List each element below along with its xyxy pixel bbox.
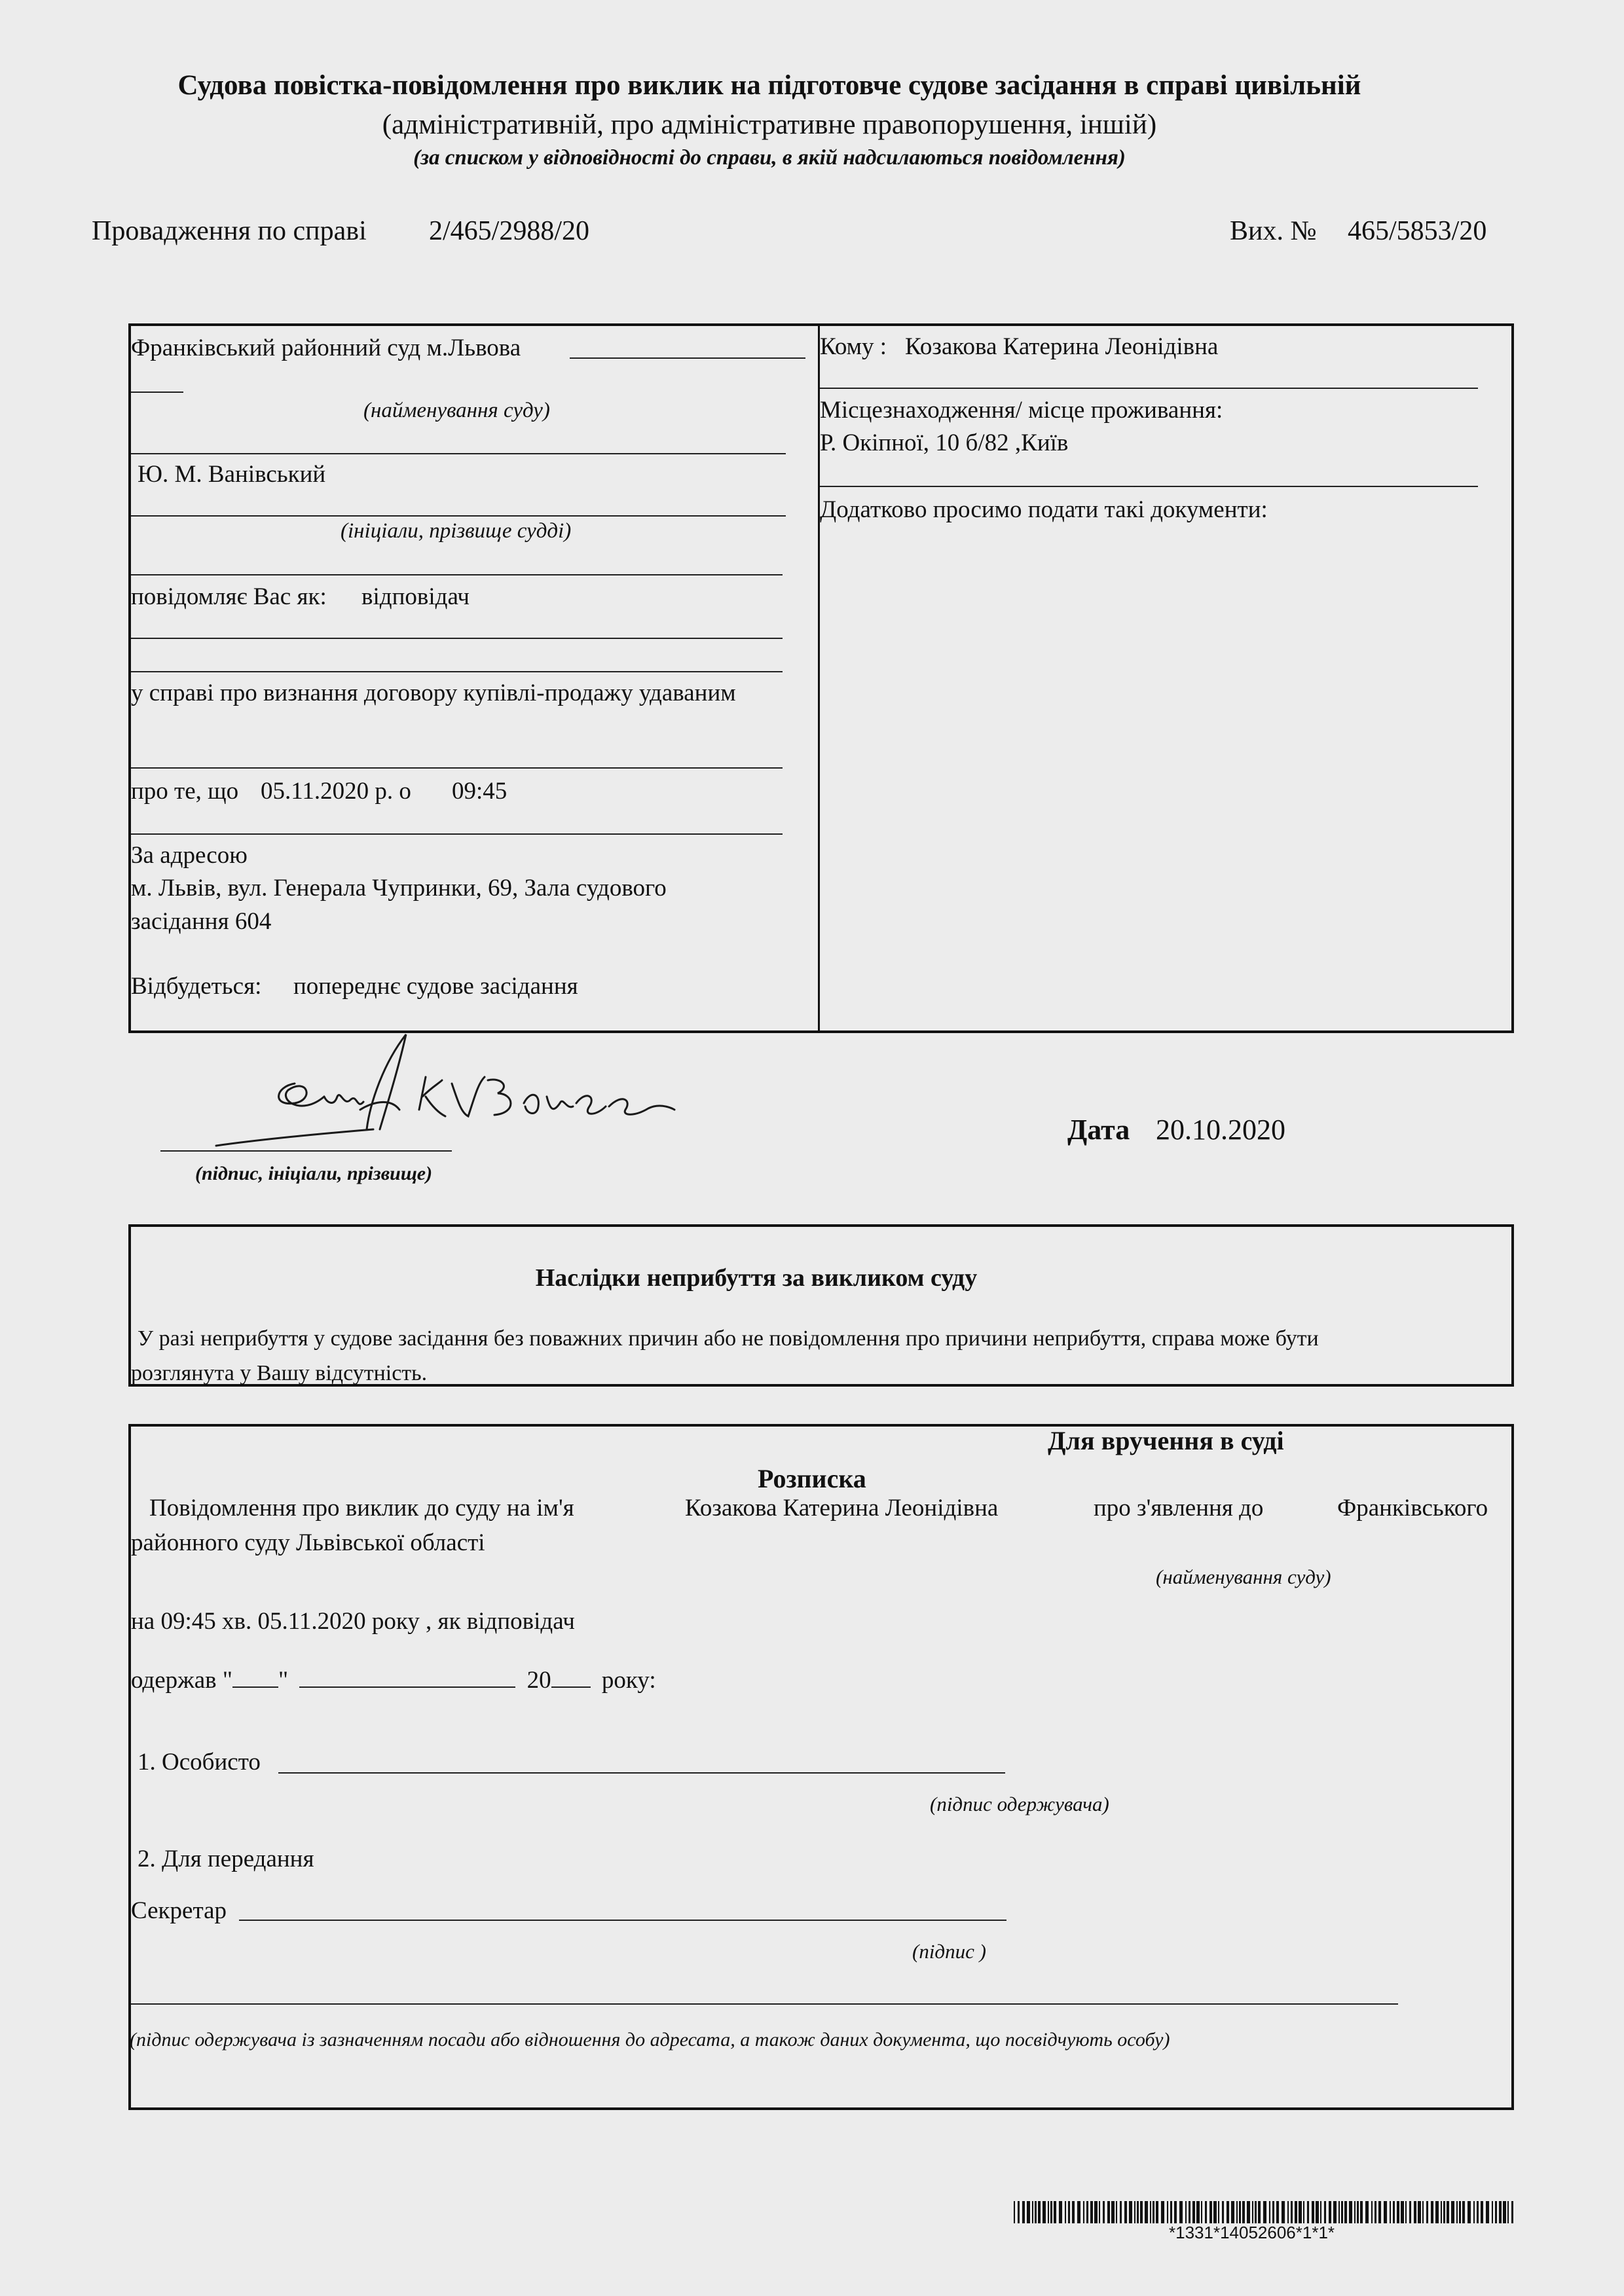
barcode-bar (1384, 2201, 1387, 2223)
for-transfer-label: 2. Для передання (138, 1846, 314, 1872)
barcode-bar (1499, 2201, 1502, 2223)
barcode-bar (1231, 2201, 1234, 2223)
barcode-bar (1405, 2201, 1407, 2223)
barcode-bar (1116, 2201, 1117, 2223)
barcode-bar (1486, 2201, 1489, 2223)
address-line2: засідання 604 (131, 908, 272, 935)
barcode-bar (1431, 2201, 1433, 2223)
court-name: Франківський районний суд м.Львова (131, 335, 521, 361)
barcode-bar (1397, 2201, 1399, 2223)
receipt-title: Розписка (758, 1464, 866, 1493)
secretary-signature-line[interactable] (239, 1920, 1006, 1921)
barcode-bar (1299, 2201, 1302, 2223)
address-label: За адресою (131, 842, 248, 869)
barcode-bar (1291, 2201, 1293, 2223)
barcode-bar (1295, 2201, 1297, 2223)
barcode-bar (1357, 2201, 1359, 2223)
location-label: Місцезнаходження/ місце проживання: (820, 397, 1223, 424)
barcode-bar (1213, 2201, 1217, 2223)
consequences-title: Наслідки неприбуття за викликом суду (535, 1264, 978, 1292)
barcode-bar (1048, 2201, 1049, 2223)
barcode-bar (1276, 2201, 1279, 2223)
signature-caption: (підпис, ініціали, прізвище) (195, 1163, 433, 1184)
barcode-bar (1205, 2201, 1207, 2223)
barcode-bar (1459, 2201, 1461, 2223)
barcode-bar (1435, 2201, 1439, 2223)
personally-signature-line[interactable] (278, 1772, 1005, 1774)
date-label: Дата (1067, 1114, 1130, 1146)
barcode-bar (1316, 2201, 1319, 2223)
barcode-bar (1035, 2201, 1037, 2223)
barcode-bar (1255, 2201, 1257, 2223)
barcode-bar (1068, 2201, 1070, 2223)
barcode-bar (1065, 2201, 1066, 2223)
barcode-bar (1222, 2201, 1224, 2223)
barcode-bar (1426, 2201, 1428, 2223)
case-label: Провадження по справі (92, 216, 367, 246)
case-subject: у справі про визнання договору купівлі-продажу удаваним (131, 680, 736, 706)
barcode-bar (1303, 2201, 1304, 2223)
barcode-bar (1258, 2201, 1261, 2223)
barcode (1014, 2201, 1518, 2225)
receipt-line1-prefix: Повідомлення про виклик до суду на ім'я (149, 1495, 574, 1522)
barcode-bar (1414, 2201, 1416, 2223)
role: відповідач (361, 583, 470, 610)
outgoing-label: Вих. № (1230, 216, 1317, 246)
barcode-bar (1338, 2201, 1340, 2223)
outgoing-number: 465/5853/20 (1348, 216, 1487, 246)
received-suffix: року: (601, 1667, 656, 1694)
barcode-bar (1456, 2201, 1458, 2223)
barcode-bar (1196, 2201, 1200, 2223)
barcode-bar (1473, 2201, 1475, 2223)
barcode-bar (1390, 2201, 1391, 2223)
barcode-bar (1134, 2201, 1135, 2223)
hearing-type: попереднє судове засідання (293, 973, 578, 1000)
barcode-bar (1511, 2201, 1513, 2223)
barcode-bar (1333, 2201, 1337, 2223)
barcode-bar (1443, 2201, 1445, 2223)
barcode-bar (1043, 2201, 1046, 2223)
barcode-bar (1344, 2201, 1347, 2223)
barcode-bar (1422, 2201, 1424, 2223)
court-caption: (найменування суду) (363, 399, 550, 422)
barcode-bar (1324, 2201, 1326, 2223)
document-note: (за списком у відповідності до справи, в якій надсилаються повідомлення) (413, 146, 1126, 170)
issue-date: 20.10.2020 (1156, 1114, 1285, 1146)
barcode-bar (1462, 2201, 1465, 2223)
barcode-bar (1018, 2201, 1020, 2223)
to-label: Кому : (820, 333, 887, 360)
barcode-bar (1492, 2201, 1493, 2223)
barcode-bar (1409, 2201, 1411, 2223)
barcode-bar (1014, 2201, 1015, 2223)
barcode-bar (1054, 2201, 1056, 2223)
barcode-text: *1331*14052606*1*1* (1169, 2223, 1335, 2242)
barcode-bar (1451, 2201, 1454, 2223)
notifies-label: повідомляє Вас як: (131, 583, 327, 610)
document-subtitle: (адміністративній, про адміністративне правопорушення, іншій) (382, 109, 1157, 140)
barcode-bar (1263, 2201, 1266, 2223)
barcode-bar (1201, 2201, 1202, 2223)
barcode-bar (1094, 2201, 1098, 2223)
barcode-bar (1418, 2201, 1421, 2223)
barcode-bar (1090, 2201, 1093, 2223)
barcode-bar (1072, 2201, 1075, 2223)
received-year-prefix: 20 (526, 1667, 551, 1694)
barcode-bar (1503, 2201, 1506, 2223)
handwritten-signature (203, 1025, 688, 1156)
barcode-bar (1441, 2201, 1442, 2223)
secretary-signature-caption: (підпис ) (912, 1940, 986, 1963)
receipt-line1-court: Франківського (1337, 1495, 1488, 1522)
received-quote: " (278, 1667, 289, 1694)
receipt-recipient-name: Козакова Катерина Леонідівна (685, 1495, 999, 1522)
barcode-bar (1120, 2201, 1122, 2223)
barcode-bar (1167, 2201, 1168, 2223)
barcode-bar (1103, 2201, 1105, 2223)
barcode-bar (1236, 2201, 1238, 2223)
barcode-bar (1038, 2201, 1041, 2223)
receipt-line1-mid: про з'явлення до (1094, 1495, 1264, 1522)
barcode-bar (1022, 2201, 1025, 2223)
barcode-bar (1320, 2201, 1321, 2223)
barcode-bar (1481, 2201, 1483, 2223)
receipt-bottom-caption: (підпис одержувача із зазначенням посади або відношення до адресата, а також даних документа, що посвідчують особу) (130, 2029, 1170, 2050)
barcode-bar (1375, 2201, 1376, 2223)
barcode-bar (1111, 2201, 1115, 2223)
case-number: 2/465/2988/20 (429, 216, 590, 246)
personally-label: 1. Особисто (138, 1749, 261, 1776)
barcode-bar (1227, 2201, 1229, 2223)
secretary-label: Секретар (131, 1897, 227, 1924)
received-year-field[interactable] (551, 1667, 591, 1688)
barcode-bar (1137, 2201, 1139, 2223)
barcode-bar (1312, 2201, 1314, 2223)
barcode-bar (1124, 2201, 1127, 2223)
barcode-bar (1077, 2201, 1080, 2223)
barcode-bar (1467, 2201, 1471, 2223)
receipt-line2: районного суду Львівської області (131, 1529, 485, 1556)
barcode-bar (1365, 2201, 1369, 2223)
barcode-bar (1247, 2201, 1250, 2223)
receipt-time-line: на 09:45 хв. 05.11.2020 року , як відповідач (131, 1608, 575, 1635)
barcode-bar (1050, 2201, 1052, 2223)
receipt-box (128, 1424, 1514, 2110)
barcode-bar (1477, 2201, 1479, 2223)
barcode-bar (1360, 2201, 1363, 2223)
barcode-bar (1150, 2201, 1151, 2223)
address-line1: м. Львів, вул. Генерала Чупринки, 69, Зала судового (131, 875, 667, 902)
receipt-court-caption: (найменування суду) (1156, 1565, 1331, 1588)
barcode-bar (1107, 2201, 1110, 2223)
barcode-bar (1393, 2201, 1395, 2223)
judge-caption: (ініціали, прізвище судді) (341, 519, 572, 543)
document-title: Судова повістка-повідомлення про виклик на підготовче судове засідання в справі цивільній (177, 70, 1361, 101)
barcode-bar (1086, 2201, 1088, 2223)
recipient-full-signature-line[interactable] (131, 2003, 1398, 2005)
barcode-bar (1161, 2201, 1164, 2223)
received-prefix: одержав " (131, 1667, 232, 1694)
barcode-bar (1401, 2201, 1404, 2223)
about-label: про те, що (131, 778, 239, 805)
consequences-text-line1: У разі неприбуття у судове засідання без поважних причин або не повідомлення про причини неприбуття, справа може бути (138, 1326, 1319, 1351)
barcode-bar (1185, 2201, 1187, 2223)
barcode-bar (1252, 2201, 1253, 2223)
barcode-bar (1242, 2201, 1245, 2223)
for-court-label: Для вручення в суді (1048, 1426, 1284, 1455)
consequences-text-line2: розглянута у Вашу відсутність. (131, 1361, 428, 1385)
barcode-bar (1129, 2201, 1132, 2223)
barcode-bar (1329, 2201, 1331, 2223)
barcode-bar (1354, 2201, 1356, 2223)
recipient-name: Козакова Катерина Леонідівна (905, 333, 1219, 360)
recipient-location: Р. Окіпної, 10 б/82 ,Київ (820, 429, 1069, 456)
recipient-signature-caption: (підпис одержувача) (930, 1793, 1109, 1815)
barcode-bar (1179, 2201, 1183, 2223)
barcode-bar (1341, 2201, 1343, 2223)
barcode-bar (1153, 2201, 1154, 2223)
barcode-bar (1209, 2201, 1212, 2223)
received-month-field[interactable] (299, 1667, 515, 1688)
hearing-date: 05.11.2020 р. о (261, 778, 411, 805)
barcode-bar (1032, 2201, 1033, 2223)
barcode-bar (1174, 2201, 1177, 2223)
barcode-bar (1218, 2201, 1219, 2223)
barcode-bar (1192, 2201, 1195, 2223)
barcode-bar (1495, 2201, 1497, 2223)
barcode-bar (1287, 2201, 1289, 2223)
barcode-bar (1307, 2201, 1309, 2223)
barcode-bar (1282, 2201, 1285, 2223)
barcode-bar (1447, 2201, 1449, 2223)
barcode-bar (1156, 2201, 1158, 2223)
barcode-bar (1239, 2201, 1241, 2223)
barcode-bar (1145, 2201, 1148, 2223)
received-day-field[interactable] (232, 1667, 278, 1688)
barcode-bar (1059, 2201, 1062, 2223)
barcode-bar (1272, 2201, 1274, 2223)
barcode-bar (1099, 2201, 1100, 2223)
barcode-bar (1027, 2201, 1030, 2223)
barcode-bar (1083, 2201, 1084, 2223)
barcode-bar (1189, 2201, 1190, 2223)
judge-name: Ю. М. Ванівський (138, 461, 326, 488)
hearing-time: 09:45 (452, 778, 507, 805)
will-take-place-label: Відбудеться: (131, 973, 262, 1000)
barcode-bar (1349, 2201, 1352, 2223)
documents-label: Додатково просимо подати такі документи: (820, 496, 1268, 523)
barcode-bar (1507, 2201, 1509, 2223)
barcode-bar (1140, 2201, 1143, 2223)
barcode-bar (1269, 2201, 1270, 2223)
barcode-bar (1371, 2201, 1373, 2223)
barcode-bar (1170, 2201, 1172, 2223)
barcode-bar (1378, 2201, 1381, 2223)
